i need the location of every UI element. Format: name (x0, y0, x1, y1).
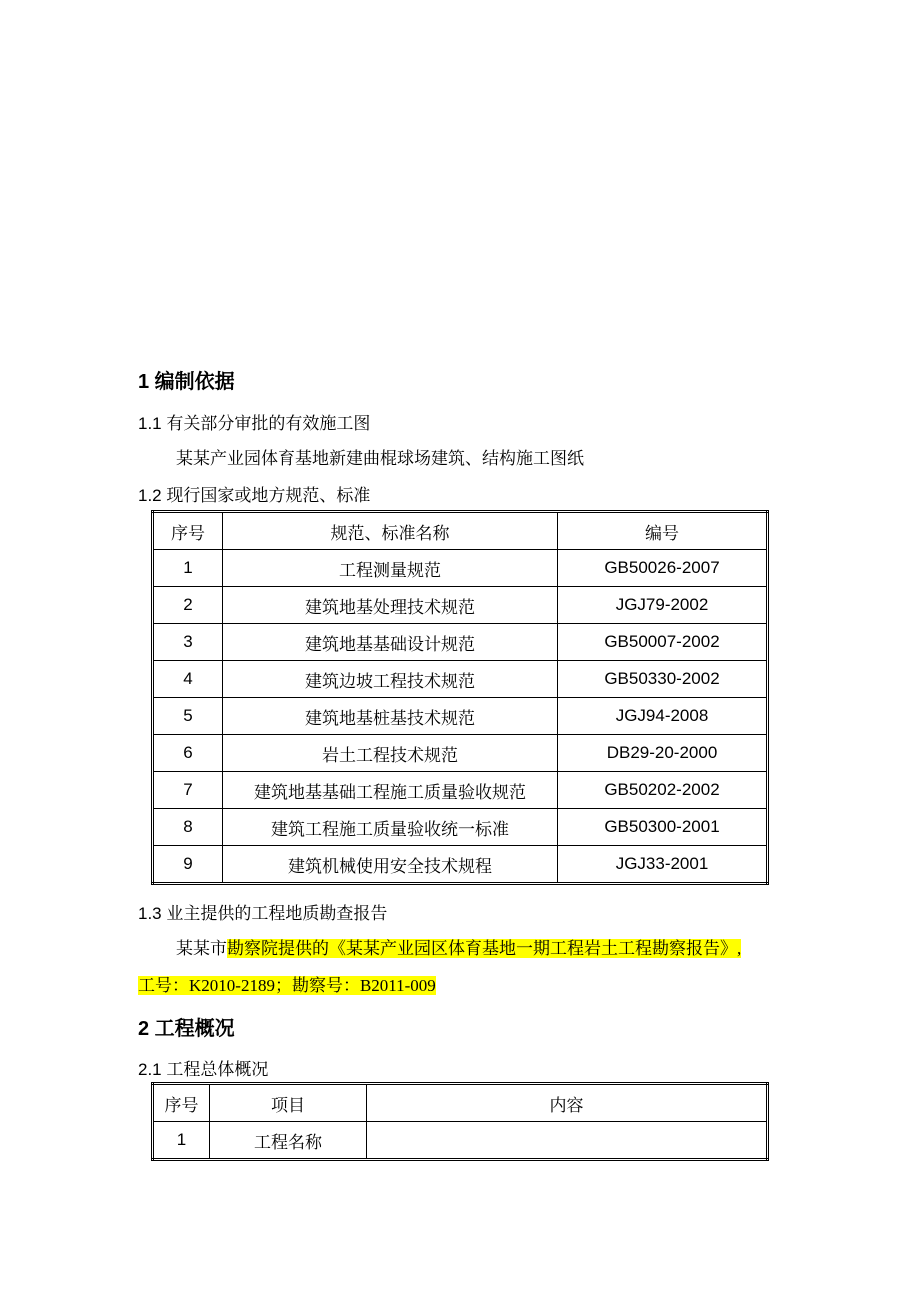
section-1-title: 1 编制依据 (138, 371, 235, 393)
table-cell: GB50300-2001 (558, 809, 768, 846)
table-cell: 建筑工程施工质量验收统一标准 (223, 809, 558, 846)
table-cell: JGJ79-2002 (558, 587, 768, 624)
header-cell: 项目 (210, 1084, 367, 1122)
table-cell: DB29-20-2000 (558, 735, 768, 772)
table-cell (367, 1122, 768, 1160)
table-cell: 建筑地基桩基技术规范 (223, 698, 558, 735)
table-row (153, 846, 768, 884)
table-row (153, 661, 768, 698)
table-cell: 建筑地基处理技术规范 (223, 587, 558, 624)
table-cell: 工程名称 (210, 1122, 367, 1160)
overview-table (151, 1082, 769, 1161)
table-row (153, 587, 768, 624)
section-1-3-heading: 1.3 业主提供的工程地质勘查报告 (138, 904, 388, 923)
table-row (153, 550, 768, 587)
table-cell: GB50330-2002 (558, 661, 768, 698)
section-2-title: 2 工程概况 (138, 1018, 235, 1040)
report-number-highlight: 工号：K2010-2189；勘察号：B2011-009 (138, 976, 436, 995)
table-cell: 4 (153, 661, 223, 698)
header-cell: 序号 (153, 512, 223, 550)
section-1-2-heading: 1.2 现行国家或地方规范、标准 (138, 486, 371, 505)
table-cell: 8 (153, 809, 223, 846)
table-cell: 建筑地基基础设计规范 (223, 624, 558, 661)
report-title-highlight: 勘察院提供的《某某产业园区体育基地一期工程岩土工程勘察报告》, (227, 939, 742, 958)
table-cell: 建筑地基基础工程施工质量验收规范 (223, 772, 558, 809)
header-cell: 规范、标准名称 (223, 512, 558, 550)
header-cell: 内容 (367, 1084, 768, 1122)
table-row (153, 809, 768, 846)
table-cell: JGJ94-2008 (558, 698, 768, 735)
table-cell: 3 (153, 624, 223, 661)
report-source-text: 某某市 (176, 939, 227, 958)
table-cell: GB50007-2002 (558, 624, 768, 661)
section-1-3-line2 (138, 971, 436, 996)
section-2-1-heading: 2.1 工程总体概况 (138, 1060, 269, 1079)
table-cell: 岩土工程技术规范 (223, 735, 558, 772)
table-row (153, 772, 768, 809)
section-1-1-text: 某某产业园体育基地新建曲棍球场建筑、结构施工图纸 (176, 449, 584, 468)
table-cell: GB50202-2002 (558, 772, 768, 809)
table-row (153, 698, 768, 735)
table-row (153, 1122, 768, 1160)
table-header-row (153, 512, 768, 550)
table-cell: 7 (153, 772, 223, 809)
header-cell: 序号 (153, 1084, 210, 1122)
table-cell: 建筑机械使用安全技术规程 (223, 846, 558, 884)
standards-table (151, 510, 769, 885)
section-1-1-heading: 1.1 有关部分审批的有效施工图 (138, 414, 371, 433)
table-cell: 1 (153, 1122, 210, 1160)
table-row (153, 624, 768, 661)
table-cell: JGJ33-2001 (558, 846, 768, 884)
table-cell: 5 (153, 698, 223, 735)
table-cell: 1 (153, 550, 223, 587)
table-cell: 9 (153, 846, 223, 884)
table-cell: 建筑边坡工程技术规范 (223, 661, 558, 698)
table-row (153, 735, 768, 772)
table-cell: 2 (153, 587, 223, 624)
header-cell: 编号 (558, 512, 768, 550)
table-cell: GB50026-2007 (558, 550, 768, 587)
table-cell: 工程测量规范 (223, 550, 558, 587)
section-1-3-line1 (176, 934, 741, 959)
table-cell: 6 (153, 735, 223, 772)
table-header-row (153, 1084, 768, 1122)
